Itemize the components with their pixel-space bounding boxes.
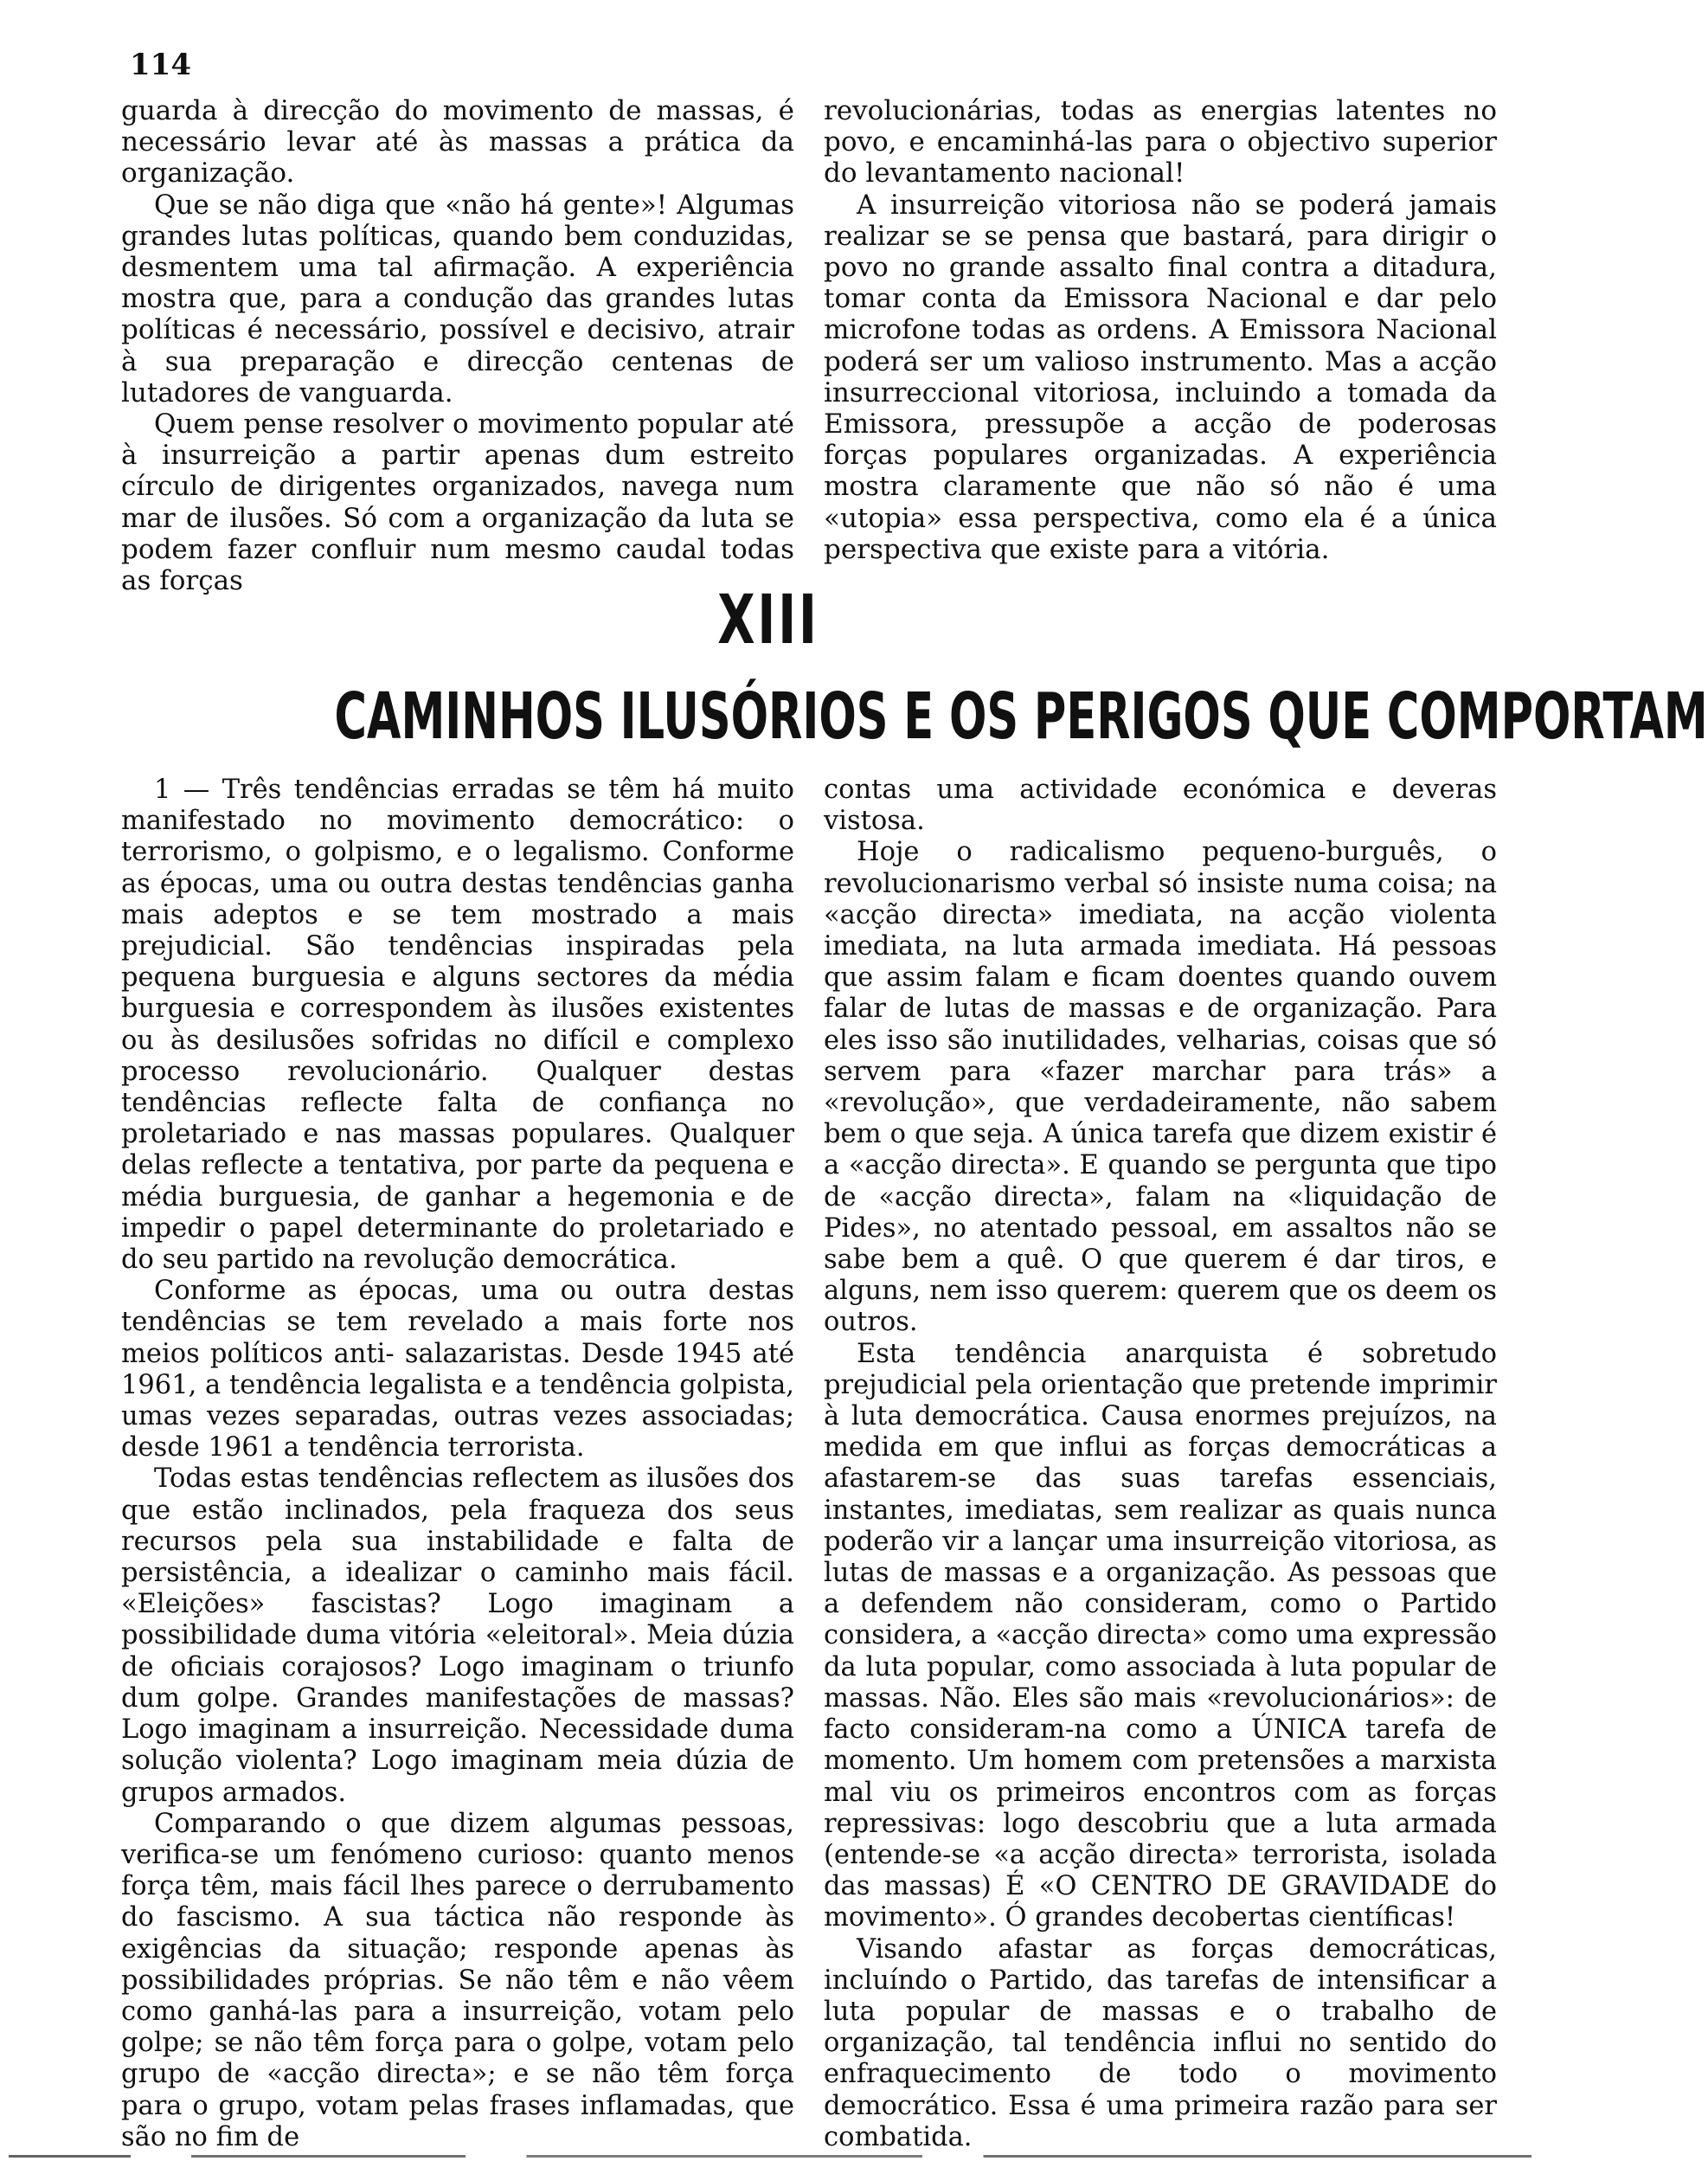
- paragraph: Conforme as épocas, uma ou outra destas tendências se tem revelado a mais forte nos meios políticos anti- salazaristas. Desde 1945 até 1961, a tendência legalista e a tendência golpista, umas vezes separadas, outras vezes associadas; desde 1961 a tendência terrorista.: [121, 1276, 794, 1463]
- chapter-number: XIII: [717, 582, 819, 659]
- paragraph: guarda à direcção do movimento de massas, é necessário levar até às massas a prática da organização.: [121, 95, 794, 190]
- paragraph: contas uma actividade económica e deveras vistosa.: [824, 775, 1497, 837]
- chapter-title: CAMINHOS ILUSÓRIOS E OS PERIGOS QUE COMPORTAM: [334, 679, 1708, 754]
- bottom-scan-line: [9, 2155, 1531, 2158]
- top-left-column: [121, 95, 794, 596]
- paragraph: Quem pense resolver o movimento popular até à insurreição a partir apenas dum estreito círculo de dirigentes organizados, navega num mar de ilusões. Só com a organização da luta se podem fazer confluir num mesmo caudal todas as forças: [121, 408, 794, 597]
- top-section: [121, 95, 1497, 596]
- paragraph: Visando afastar as forças democráticas, incluíndo o Partido, das tarefas de intensificar a luta popular de massas e o trabalho de organização, tal tendência influi no sentido do enfraquecimento de todo o movimento democrático. Essa é uma primeira razão para ser combatida.: [824, 1933, 1497, 2152]
- paragraph: A insurreição vitoriosa não se poderá jamais realizar se se pensa que bastará, para dirigir o povo no grande assalto final contra a ditadura, tomar conta da Emissora Nacional e dar pelo microfone todas as ordens. A Emissora Nacional poderá ser um valioso instrumento. Mas a acção insurreccional vitoriosa, incluindo a tomada da Emissora, pressupõe a acção de poderosas forças populares organizadas. A experiência mostra claramente que não só não é uma «utopia» essa perspectiva, como ela é a única perspectiva que existe para a vitória.: [824, 189, 1497, 565]
- paragraph: Que se não diga que «não há gente»! Algumas grandes lutas políticas, quando bem conduzidas, desmentem uma tal afirmação. A experiência mostra que, para a condução das grandes lutas políticas é necessário, possível e decisivo, atrair à sua preparação e direcção centenas de lutadores de vanguarda.: [121, 189, 794, 408]
- page-number: 114: [130, 48, 191, 82]
- bottom-section: [121, 775, 1497, 2153]
- bottom-right-column: [824, 775, 1497, 2153]
- paragraph: Todas estas tendências reflectem as ilusões dos que estão inclinados, pela fraqueza dos seus recursos pela sua instabilidade e falta de persistência, a idealizar o caminho mais fácil. «Eleições» fascistas? Logo imaginam a possibilidade duma vitória «eleitoral». Meia dúzia de oficiais corajosos? Logo imaginam o triunfo dum golpe. Grandes manifestações de massas? Logo imaginam a insurreição. Necessidade duma solução violenta? Logo imaginam meia dúzia de grupos armados.: [121, 1463, 794, 1808]
- top-right-column: [824, 95, 1497, 596]
- paragraph: Esta tendência anarquista é sobretudo prejudicial pela orientação que pretende imprimir à luta democrática. Causa enormes prejuízos, na medida em que influi as forças democráticas a afastarem-se das suas tarefas essenciais, instantes, imediatas, sem realizar as quais nunca poderão vir a lançar uma insurreição vitoriosa, as lutas de massas e a organização. As pessoas que a defendem não consideram, como o Partido considera, a «acção directa» como uma expressão da luta popular, como associada à luta popular de massas. Não. Eles são mais «revolucionários»: de facto consideram-na como a ÚNICA tarefa de momento. Um homem com pretensões a marxista mal viu os primeiros encontros com as forças repressivas: logo descobriu que a luta armada (entende-se «a acção directa» terrorista, isolada das massas) É «O CENTRO DE GRAVIDADE do movimento». Ó grandes decobertas científicas!: [824, 1338, 1497, 1933]
- bottom-left-column: [121, 775, 794, 2153]
- paragraph: Hoje o radicalismo pequeno-burguês, o revolucionarismo verbal só insiste numa coisa; na «acção directa» imediata, na acção violenta imediata, na luta armada imediata. Há pessoas que assim falam e ficam doentes quando ouvem falar de lutas de massas e de organização. Para eles isso são inutilidades, velharias, coisas que só servem para «fazer marchar para trás» a «revolução», que verdadeiramente, não sabem bem o que seja. A única tarefa que dizem existir é a «acção directa». E quando se pergunta que tipo de «acção directa», falam na «liquidação de Pides», no atentado pessoal, em assaltos não se sabe bem a quê. O que querem é dar tiros, e alguns, nem isso querem: querem que os deem os outros.: [824, 837, 1497, 1338]
- paragraph: Comparando o que dizem algumas pessoas, verifica-se um fenómeno curioso: quanto menos força têm, mais fácil lhes parece o derrubamento do fascismo. A sua táctica não responde às exigências da situação; responde apenas às possibilidades próprias. Se não têm e não vêem como ganhá-las para a insurreição, votam pelo golpe; se não têm força para o golpe, votam pelo grupo de «acção directa»; e se não têm força para o grupo, votam pelas frases inflamadas, que são no fim de: [121, 1808, 794, 2152]
- paragraph: 1 — Três tendências erradas se têm há muito manifestado no movimento democrático: o terrorismo, o golpismo, e o legalismo. Conforme as épocas, uma ou outra destas tendências ganha mais adeptos e se tem mostrado a mais prejudicial. São tendências inspiradas pela pequena burguesia e alguns sectores da média burguesia e correspondem às ilusões existentes ou às desilusões sofridas no difícil e complexo processo revolucionário. Qualquer destas tendências reflecte falta de confiança no proletariado e nas massas populares. Qualquer delas reflecte a tentativa, por parte da pequena e média burguesia, de ganhar a hegemonia e de impedir o papel determinante do proletariado e do seu partido na revolução democrática.: [121, 775, 794, 1276]
- paragraph: revolucionárias, todas as energias latentes no povo, e encaminhá-las para o objectivo superior do levantamento nacional!: [824, 95, 1497, 190]
